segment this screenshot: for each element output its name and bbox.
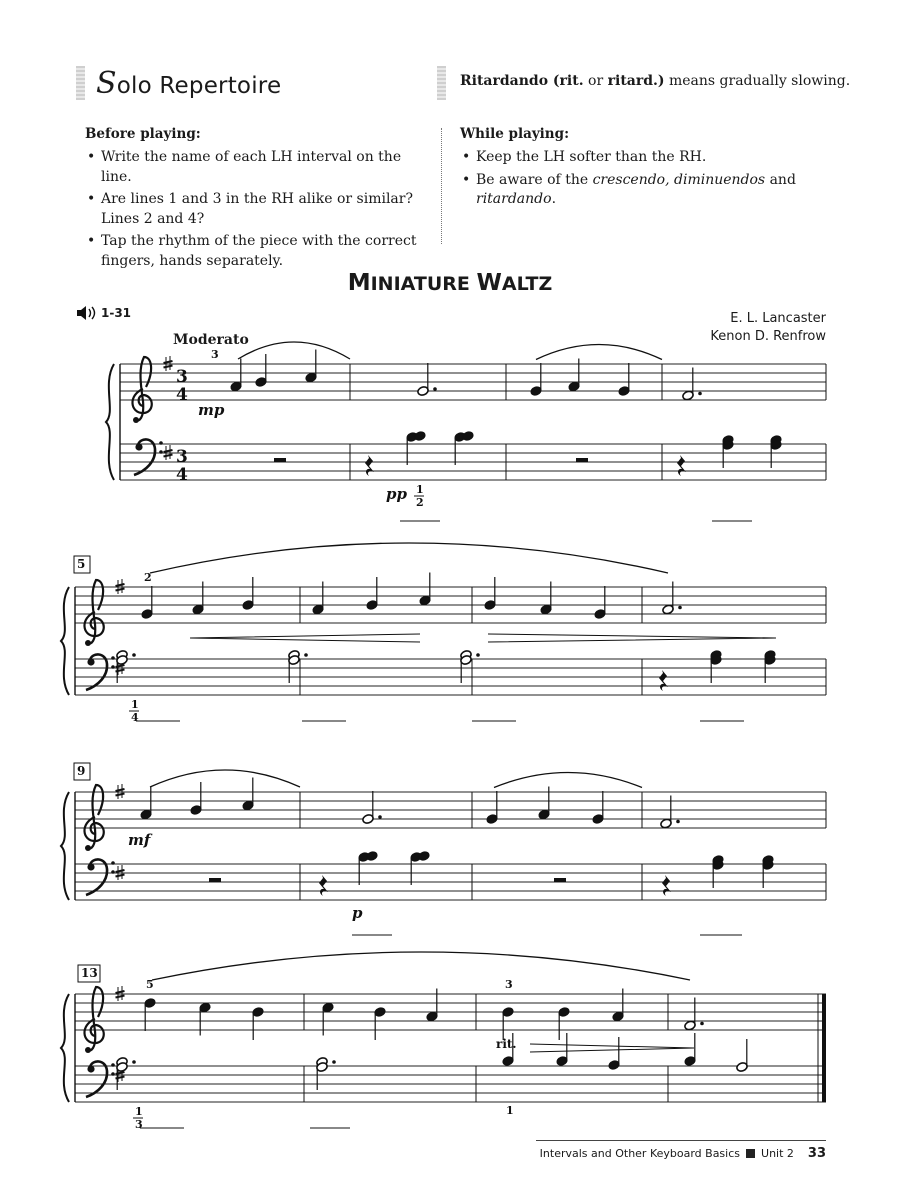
augmentation-dot xyxy=(676,820,680,824)
unit-label: Unit 2 xyxy=(761,1147,794,1160)
final-barline-thick xyxy=(822,994,826,1102)
dynamic-marking: p xyxy=(352,904,363,922)
crescendo-hairpin xyxy=(190,634,420,642)
page-footer xyxy=(540,1146,826,1161)
ritardando-marking: rit. xyxy=(496,1037,517,1051)
dynamic-marking: mf xyxy=(128,831,151,849)
augmentation-dot xyxy=(304,653,308,657)
slur xyxy=(150,770,300,787)
book-title: Intervals and Other Keyboard Basics xyxy=(539,1147,741,1160)
fingering-number: 5 xyxy=(146,978,154,991)
quarter-rest xyxy=(319,875,328,896)
fingering-number: 1 xyxy=(416,483,424,496)
section-title: Solo Repertoire xyxy=(96,66,282,101)
augmentation-dot xyxy=(378,815,382,819)
measure-number: 9 xyxy=(77,764,86,778)
ritardando-definition: Ritardando (rit. or ritard.) means gradually slowing. xyxy=(460,73,851,89)
piece-title: MINIATURE WALTZ xyxy=(347,270,553,296)
augmentation-dot xyxy=(700,1022,704,1026)
fingering-number: 2 xyxy=(144,571,152,584)
quarter-rest xyxy=(365,455,374,476)
slur xyxy=(152,952,690,980)
list-item: • Are lines 1 and 3 in the RH alike or similar? Lines 2 and 4? xyxy=(85,190,435,229)
time-signature-top: 3 xyxy=(176,447,188,467)
slur xyxy=(238,342,350,359)
slur xyxy=(536,345,662,360)
treble-clef xyxy=(132,357,151,423)
dynamic-marking: mp xyxy=(198,401,225,419)
composer-2: Kenon D. Renfrow xyxy=(710,329,826,344)
track-number: 1-31 xyxy=(101,306,132,320)
slur xyxy=(494,773,642,788)
time-signature-bottom: 4 xyxy=(176,465,188,485)
fingering-number: 3 xyxy=(211,348,219,361)
list-item: • Tap the rhythm of the piece with the correct fingers, hands separately. xyxy=(85,232,435,271)
quarter-rest xyxy=(677,455,686,476)
bass-clef xyxy=(86,654,115,690)
treble-clef xyxy=(84,785,103,851)
half-rest xyxy=(209,878,221,882)
footer-rule xyxy=(536,1140,826,1141)
list-item: • Keep the LH softer than the RH. xyxy=(460,148,800,168)
list-item: • Be aware of the crescendo, diminuendos and ritardando. xyxy=(460,171,800,210)
fingering-number: 1 xyxy=(135,1105,143,1118)
augmentation-dot xyxy=(433,387,437,391)
square-bullet-icon xyxy=(746,1149,755,1158)
augmentation-dot xyxy=(132,1060,136,1064)
treble-clef xyxy=(84,987,103,1053)
page-number: 33 xyxy=(807,1146,826,1161)
grand-staff-brace xyxy=(61,587,69,695)
diminuendo-hairpin xyxy=(530,1044,694,1052)
measure-number: 5 xyxy=(77,557,86,571)
grand-staff-brace xyxy=(106,364,114,480)
bass-clef xyxy=(86,1061,115,1097)
diminuendo-hairpin xyxy=(488,634,776,642)
dynamic-marking: pp xyxy=(386,485,407,503)
composer-1: E. L. Lancaster xyxy=(730,311,826,326)
bass-clef xyxy=(86,859,115,895)
bass-clef xyxy=(134,439,163,475)
augmentation-dot xyxy=(678,606,682,610)
treble-clef xyxy=(84,580,103,646)
while-playing-heading: While playing: xyxy=(460,126,570,142)
tempo-marking: Moderato xyxy=(173,332,249,348)
grand-staff-brace xyxy=(61,994,69,1102)
fingering-number: 3 xyxy=(505,978,513,991)
fingering-number: 1 xyxy=(131,698,139,711)
fingering-number: 4 xyxy=(131,711,139,724)
fingering-number: 1 xyxy=(506,1104,514,1117)
time-signature-bottom: 4 xyxy=(176,385,188,405)
augmentation-dot xyxy=(698,392,702,396)
measure-number: 13 xyxy=(81,966,98,980)
time-signature-top: 3 xyxy=(176,367,188,387)
augmentation-dot xyxy=(476,653,480,657)
fingering-number: 2 xyxy=(416,496,424,509)
half-rest xyxy=(274,458,286,462)
half-rest xyxy=(554,878,566,882)
augmentation-dot xyxy=(332,1060,336,1064)
fingering-number: 3 xyxy=(135,1118,143,1131)
grand-staff-brace xyxy=(61,792,69,900)
before-playing-heading: Before playing: xyxy=(85,126,201,142)
quarter-rest xyxy=(659,670,668,691)
augmentation-dot xyxy=(132,653,136,657)
quarter-rest xyxy=(662,875,671,896)
slur xyxy=(150,543,668,573)
list-item: • Write the name of each LH interval on the line. xyxy=(85,148,435,187)
half-rest xyxy=(576,458,588,462)
